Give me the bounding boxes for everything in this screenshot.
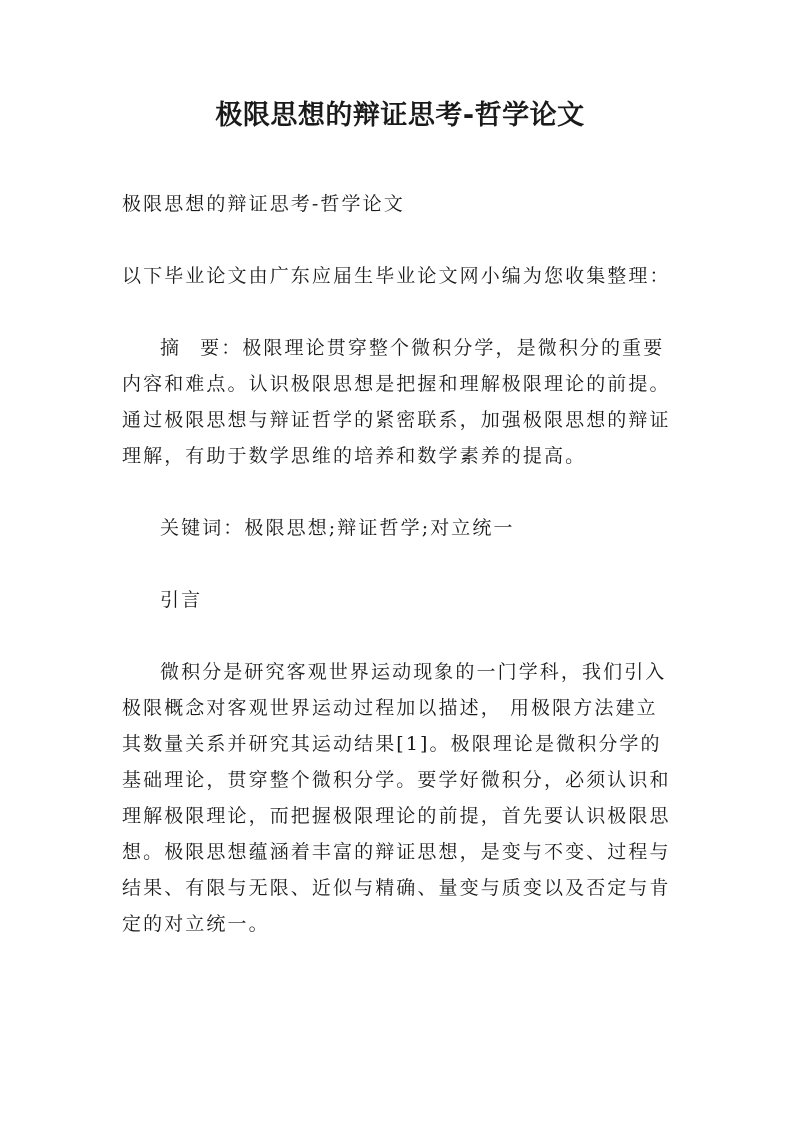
- subtitle-paragraph: 极限思想的辩证思考-哲学论文: [122, 193, 405, 215]
- body-paragraph: [122, 654, 684, 942]
- abstract-text-line: 极限理论贯穿整个微积分学，是微积分的重要: [242, 337, 665, 359]
- abstract-line-2: 内容和难点。认识极限思想是把握和理解极限理论的前提。: [122, 373, 671, 395]
- abstract-line-3: 通过极限思想与辩证哲学的紧密联系，加强极限思想的辩证: [122, 409, 671, 431]
- keywords-paragraph: 关键词：极限思想;辩证哲学;对立统一: [160, 517, 515, 539]
- section-heading: 引言: [160, 589, 203, 611]
- document-title: 极限思想的辩证思考-哲学论文: [215, 100, 585, 131]
- body-line: 基础理论，贯穿整个微积分学。要学好微积分，必须认识和: [122, 769, 671, 791]
- body-line: 想。极限思想蕴涵着丰富的辩证思想，是变与不变、过程与: [122, 841, 671, 863]
- body-line: 定的对立统一。: [122, 913, 270, 935]
- body-line: 其数量关系并研究其运动结果[1]。极限理论是微积分学的: [122, 733, 662, 755]
- abstract-paragraph: [122, 330, 684, 474]
- body-line: 结果、有限与无限、近似与精确、量变与质变以及否定与肯: [122, 877, 671, 899]
- body-line: 微积分是研究客观世界运动现象的一门学科，我们引入: [160, 661, 667, 683]
- abstract-line-1: [122, 330, 684, 366]
- body-line: 理解极限理论，而把握极限理论的前提，首先要认识极限思: [122, 805, 671, 827]
- abstract-label-second: 要：: [200, 337, 243, 359]
- abstract-line-4: 理解，有助于数学思维的培养和数学素养的提高。: [122, 445, 587, 467]
- abstract-label-first: 摘: [160, 337, 182, 359]
- document-body: [122, 186, 684, 978]
- body-line: 极限概念对客观世界运动过程加以描述， 用极限方法建立: [122, 697, 658, 719]
- intro-paragraph: 以下毕业论文由广东应届生毕业论文网小编为您收集整理：: [122, 265, 671, 287]
